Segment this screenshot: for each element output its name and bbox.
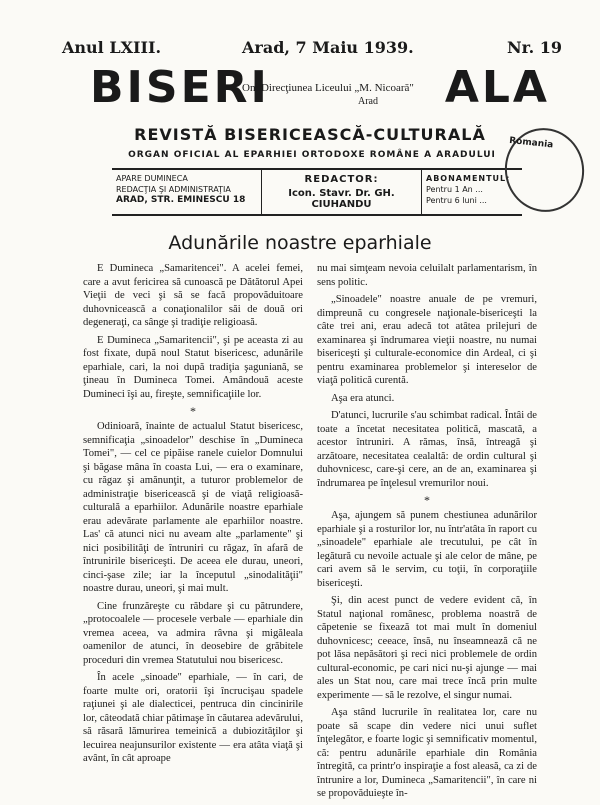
paragraph: E Dumineca „Samaritencei". A acelei femei, care a avut fericirea să cunoască pe Dătătorul Apei Vieţii de veci şi să se facă propovăduitoare duhovnicească a conaţionalilor săi de două ori degeneraţi, ca sânge şi tradiţie religioasă. (83, 263, 303, 328)
office-address: ARAD, STR. EMINESCU 18 (116, 195, 246, 205)
paragraph: Odinioară, înainte de actualul Statut bisericesc, semnificaţia „sinoadelor" deschise în „Dumineca Tomei", — cel ce pipăise ranele cuielor Domnului şi băgase mâna în coasta Lui, — era o examinare, cu răgaz şi amănunţit, a tuturor problemelor de administraţie bisericească şi de viaţă religioasă-culturală a eparhiilor. Adunările noastre eparhiale erau adevărate parlamente ale eparhiilor noastre. Las' că atunci nici nu aveam alte „parlamente" şi nici posibilităţi de întruniri cu răgaz, în afară de întrunirile bisericeşti. De aceea ele durau, uneori, cinci-şase zile; iar la începutul „sinodalităţii" noastre durau, uneori, şi mai mult. (83, 421, 303, 594)
article-title: Adunările noastre eparhiale (168, 232, 432, 254)
issue-number: Nr. 19 (507, 38, 562, 57)
paragraph: Aşa stând lucrurile în realitatea lor, care nu poate să scape din vedere nici unui suflet înţelegător, e foarte logic şi semnificativ momentul, că: pentru adunările eparhiale din România întregită, ca printr'o inspiraţie a fost aleasă, ca zi de întrunire a lor, Dumineca „Samaritencii", în care ni se propovăduieşte în- (317, 707, 537, 799)
subscription-half: Pentru 6 luni ... (426, 196, 487, 205)
publication-subtitle: REVISTĂ BISERICEASCĂ-CULTURALĂ (134, 125, 486, 144)
section-separator: * (424, 493, 430, 507)
subscription-label: ABONAMENTUL: (426, 174, 511, 183)
info-left (112, 170, 262, 214)
editor-name: Icon. Stavr. Dr. GH. CIUHANDU (288, 188, 395, 210)
paragraph: În acele „sinoade" eparhiale, — în cari, de foarte multe ori, oratorii îşi încrucişau spadele raţiunei şi ale dialecticei, pentruca din cincinirile lor, câteodată chiar pătimaşe în căutarea adevărului, să răsară lămurirea temeinică a dubiozităţilor şi lecuirea neajunsurilor existente — era atâta viaţă şi avânt, în cât aproape (83, 672, 303, 764)
paragraph: Aşa, ajungem să punem chestiunea adunărilor eparhiale şi a rosturilor lor, nu într'atâta în raport cu „sinoadele" eparhiale ale trecutului, pe cât în legătură cu nevoile actuale şi ale celor de mâne, pe cari avem să le servim, cu toţii, în corporaţiile bisericeşti. (317, 510, 537, 589)
masthead (90, 60, 550, 130)
editor-label: REDACTOR: (304, 174, 379, 185)
paragraph: Şi, din acest punct de vedere evident că, în Statul naţional românesc, problema noastră de căpetenie se fixează tot mai mult în domeniul duhovnicesc; ceeace, însă, nu înseamnează că ne pot lăsa nepăsători şi reci nici problemele de ordin cultural-economic, pe cari nici nu-şi ajunge — mai ales un Stat nou, care mai trece încă prin multe experimente — să le rezolve, el singur numai. (317, 595, 537, 701)
stamp-text: Romania (508, 135, 554, 151)
paragraph: Aşa era atunci. (331, 392, 395, 404)
paragraph: nu mai simţeam nevoia celuilalt parlamentarism, în sens politic. (317, 263, 537, 288)
subscription-yearly: Pentru 1 An ... (426, 185, 483, 194)
appears-sunday: APARE DUMINECA (116, 174, 188, 183)
publication-organ: ORGAN OFICIAL AL EPARHIEI ORTODOXE ROMÂNE A ARADULUI (128, 150, 496, 160)
article-column-left (83, 262, 303, 770)
article-column-right (317, 262, 537, 805)
issue-date: Arad, 7 Maiu 1939. (242, 38, 414, 57)
paragraph: Cine frunzăreşte cu răbdare şi cu pătrundere, „protocoalele — procesele verbale — eparhiale din vremea aceea, va admira râvna şi migăleala oamenilor de atunci, în deosebire de grăbitele proceduri din vremea Statutului nou bisericesc. (83, 600, 303, 666)
editorial-office: REDACŢIA ŞI ADMINISTRAŢIA (116, 185, 231, 194)
masthead-title-right: ALA (444, 62, 550, 113)
section-separator: * (190, 404, 196, 418)
paragraph: E Dumineca „Samaritencii", şi pe aceasta zi au fost fixate, după noul Statut bisericesc, adunările eparhiale, cari, la noi după tradiţia şaguniană, se ţineau în Dumineca Tomei. Amândouă aceste Dumineci îşi au, fireşte, semnificaţiile lor. (83, 334, 303, 400)
address-city: Arad (358, 96, 378, 107)
issue-line (62, 38, 562, 58)
issue-year: Anul LXIII. (62, 38, 162, 57)
info-bar (112, 168, 522, 216)
paragraph: „Sinoadele" noastre anuale de pe vremuri, dimpreună cu congresele naţionale-bisericeşti la câte trei ani, erau adecă tot atâtea prilejuri de examinarea şi îndrumarea vieţii noastre, nu numai bisericeşti şi culturale-economice din Ardeal, ci şi pentru examinarea problemelor şi intereselor de viaţă politică curentă. (317, 294, 537, 386)
address-label: On. Direcţiunea Liceului „M. Nicoară" (242, 82, 414, 94)
masthead-title-left: BISERI (90, 62, 270, 113)
info-editor (262, 170, 422, 214)
paragraph: D'atunci, lucrurile s'au schimbat radical. Întâi de toate a încetat necesitatea politică, mascată, a acestor întruniri. A rămas, însă, întreagă şi arzătoare, necesitatea cealaltă: de ordin cultural şi duhovnicesc, care-şi cere, an de an, examinarea şi îndrumarea pe înţelesul vremurilor noui. (317, 410, 537, 489)
